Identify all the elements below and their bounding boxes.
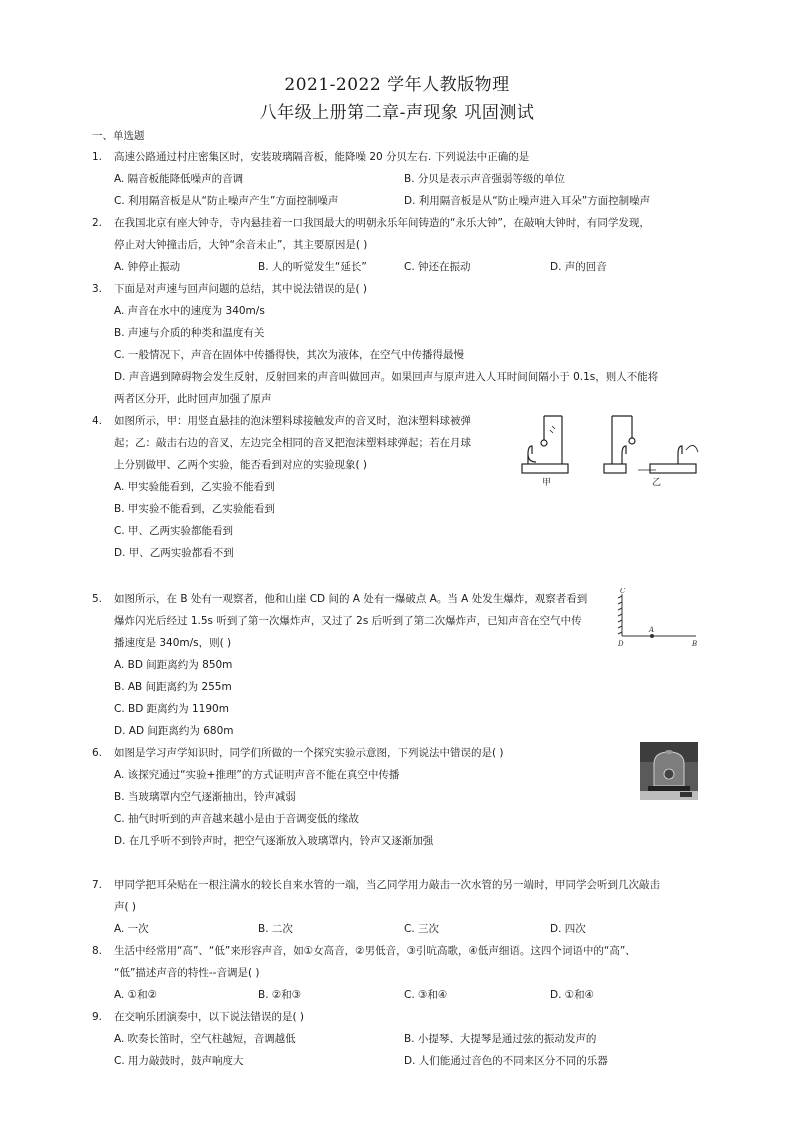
option-a[interactable]: A. 一次 xyxy=(114,923,149,935)
document-title-line1: 2021-2022 学年人教版物理 xyxy=(284,75,510,95)
question-number: 2. xyxy=(92,217,103,229)
foam-ball xyxy=(541,440,547,446)
option-d[interactable]: D. 声音遇到障碍物会发生反射，反射回来的声音叫做回声。如果回声与原声进入人耳时间间隔小于 0.1s，则人不能将 xyxy=(114,371,659,383)
question-stem-line: 上分别做甲、乙两个实验，能否看到对应的实验现象( ) xyxy=(114,459,368,471)
base-block xyxy=(522,464,568,473)
question-stem: 如图是学习声学知识时，同学们所做的一个探究实验示意图，下列说法中错误的是( ) xyxy=(114,747,504,759)
question-stem-line: 播速度是 340m/s，则( ) xyxy=(114,637,232,649)
option-a[interactable]: A. ①和② xyxy=(114,989,157,1001)
question-9 xyxy=(92,1006,707,1072)
option-c[interactable]: C. ③和④ xyxy=(404,989,448,1001)
option-a[interactable]: A. 隔音板能降低噪声的音调 xyxy=(114,173,244,185)
electric-bell xyxy=(664,769,674,779)
option-b[interactable]: B. ②和③ xyxy=(258,989,302,1001)
option-a[interactable]: A. 甲实验能看到，乙实验不能看到 xyxy=(114,481,275,493)
option-d[interactable]: D. 人们能通过音色的不同来区分不同的乐器 xyxy=(404,1055,608,1067)
question-stem-line: 声( ) xyxy=(114,901,137,913)
foam-ball-left xyxy=(629,438,635,444)
figure-label-yi: 乙 xyxy=(652,478,662,488)
cliff-distance-figure xyxy=(614,588,704,650)
option-c[interactable]: C. 用力敲鼓时，鼓声响度大 xyxy=(114,1055,244,1067)
option-d[interactable]: D. 声的回音 xyxy=(550,261,607,273)
section-heading: 一、单选题 xyxy=(92,130,145,142)
question-8 xyxy=(92,940,707,1006)
option-c[interactable]: C. BD 距离约为 1190m xyxy=(114,703,229,715)
question-1 xyxy=(92,146,707,212)
tuning-fork xyxy=(528,446,536,464)
question-stem: 在交响乐团演奏中，以下说法错误的是( ) xyxy=(114,1011,305,1023)
question-stem-line: 在我国北京有座大钟寺，寺内悬挂着一口我国最大的明朝永乐年间铸造的“永乐大钟”，在敲响大钟时，有同学发现， xyxy=(114,217,650,229)
question-number: 5. xyxy=(92,593,103,605)
question-number: 3. xyxy=(92,283,103,295)
question-stem-line: “低”描述声音的特性--音调是( ) xyxy=(114,967,260,979)
question-2 xyxy=(92,212,707,278)
option-d[interactable]: D. 在几乎听不到铃声时，把空气逐渐放入玻璃罩内，铃声又逐渐加强 xyxy=(114,835,434,847)
option-c[interactable]: C. 利用隔音板是从“防止噪声产生”方面控制噪声 xyxy=(114,195,339,207)
option-a[interactable]: A. 吹奏长笛时，空气柱越短，音调越低 xyxy=(114,1033,296,1045)
question-7 xyxy=(92,874,707,940)
question-stem-line: 如图所示，甲：用竖直悬挂的泡沫塑料球接触发声的音叉时，泡沫塑料球被弹 xyxy=(114,415,471,427)
option-b[interactable]: B. 分贝是表示声音强弱等级的单位 xyxy=(404,173,565,185)
label-c: C xyxy=(620,588,626,595)
pump-plate xyxy=(648,786,690,791)
question-stem: 高速公路通过村庄密集区时，安装玻璃隔音板，能降噪 20 分贝左右. 下列说法中正确的是 xyxy=(114,151,530,163)
question-stem-line: 生活中经常用“高”、“低”来形容声音，如①女高音，②男低音，③引吭高歌，④低声细语。这四个词语中的“高”、 xyxy=(114,945,636,957)
option-b[interactable]: B. 声速与介质的种类和温度有关 xyxy=(114,327,265,339)
option-d[interactable]: D. 利用隔音板是从“防止噪声进入耳朵”方面控制噪声 xyxy=(404,195,651,207)
option-b[interactable]: B. 小提琴、大提琴是通过弦的振动发声的 xyxy=(404,1033,597,1045)
point-a xyxy=(651,635,654,638)
option-c[interactable]: C. 一般情况下，声音在固体中传播得快，其次为液体，在空气中传播得最慢 xyxy=(114,349,465,361)
option-d[interactable]: D. 四次 xyxy=(550,923,586,935)
question-number: 7. xyxy=(92,879,103,891)
tuning-fork-right xyxy=(678,446,682,464)
option-b[interactable]: B. AB 间距离约为 255m xyxy=(114,681,232,693)
option-a[interactable]: A. 声音在水中的速度为 340m/s xyxy=(114,305,265,317)
question-stem-line: 起；乙：敲击右边的音叉，左边完全相同的音叉把泡沫塑料球弹起；若在月球 xyxy=(114,437,471,449)
option-c[interactable]: C. 抽气时听到的声音越来越小是由于音调变低的缘故 xyxy=(114,813,360,825)
mallet xyxy=(686,445,698,452)
option-c[interactable]: C. 甲、乙两实验都能看到 xyxy=(114,525,234,537)
base-block-left xyxy=(604,464,626,473)
question-number: 4. xyxy=(92,415,103,427)
option-c[interactable]: C. 钟还在振动 xyxy=(404,261,471,273)
option-a[interactable]: A. 该探究通过“实验+推理”的方式证明声音不能在真空中传播 xyxy=(114,769,400,781)
option-d[interactable]: D. AD 间距离约为 680m xyxy=(114,725,234,737)
label-d: D xyxy=(618,640,624,648)
question-number: 8. xyxy=(92,945,103,957)
option-d[interactable]: D. ①和④ xyxy=(550,989,595,1001)
question-number: 6. xyxy=(92,747,103,759)
option-b[interactable]: B. 当玻璃罩内空气逐渐抽出，铃声减弱 xyxy=(114,791,296,803)
question-number: 1. xyxy=(92,151,103,163)
option-b[interactable]: B. 甲实验不能看到，乙实验能看到 xyxy=(114,503,275,515)
label-b: B xyxy=(692,640,698,648)
question-stem-line: 停止对大钟撞击后，大钟“余音未止”，其主要原因是( ) xyxy=(114,239,368,251)
question-stem-line: 爆炸闪光后经过 1.5s 听到了第一次爆炸声，又过了 2s 后听到了第二次爆炸声，已知声音在空气中传 xyxy=(114,615,582,627)
question-stem-line: 如图所示，在 B 处有一观察者，他和山崖 CD 间的 A 处有一爆破点 A。当 A 处发生爆炸，观察者看到 xyxy=(114,593,588,605)
option-b[interactable]: B. 二次 xyxy=(258,923,293,935)
figure-label-jia: 甲 xyxy=(542,478,552,488)
question-3 xyxy=(92,278,707,410)
option-b[interactable]: B. 人的听觉发生“延长” xyxy=(258,261,367,273)
base-block-right xyxy=(650,464,696,473)
question-stem: 下面是对声速与回声问题的总结，其中说法错误的是( ) xyxy=(114,283,368,295)
tuning-fork-left xyxy=(622,446,626,464)
question-stem-line: 甲同学把耳朵贴在一根注满水的较长自来水管的一端，当乙同学用力敲击一次水管的另一端时，甲同学会听到几次敲击 xyxy=(114,879,660,891)
document-title-line2: 八年级上册第二章-声现象 巩固测试 xyxy=(259,103,535,123)
option-a[interactable]: A. BD 间距离约为 850m xyxy=(114,659,233,671)
bell-jar-photo xyxy=(640,742,698,800)
question-number: 9. xyxy=(92,1011,103,1023)
option-a[interactable]: A. 钟停止振动 xyxy=(114,261,181,273)
question-6 xyxy=(92,742,707,852)
option-d-continued: 两者区分开，此时回声加强了原声 xyxy=(114,393,272,405)
label-a: A xyxy=(649,626,655,634)
tuning-fork-figure xyxy=(516,410,706,488)
option-c[interactable]: C. 三次 xyxy=(404,923,440,935)
option-d[interactable]: D. 甲、乙两实验都看不到 xyxy=(114,547,234,559)
